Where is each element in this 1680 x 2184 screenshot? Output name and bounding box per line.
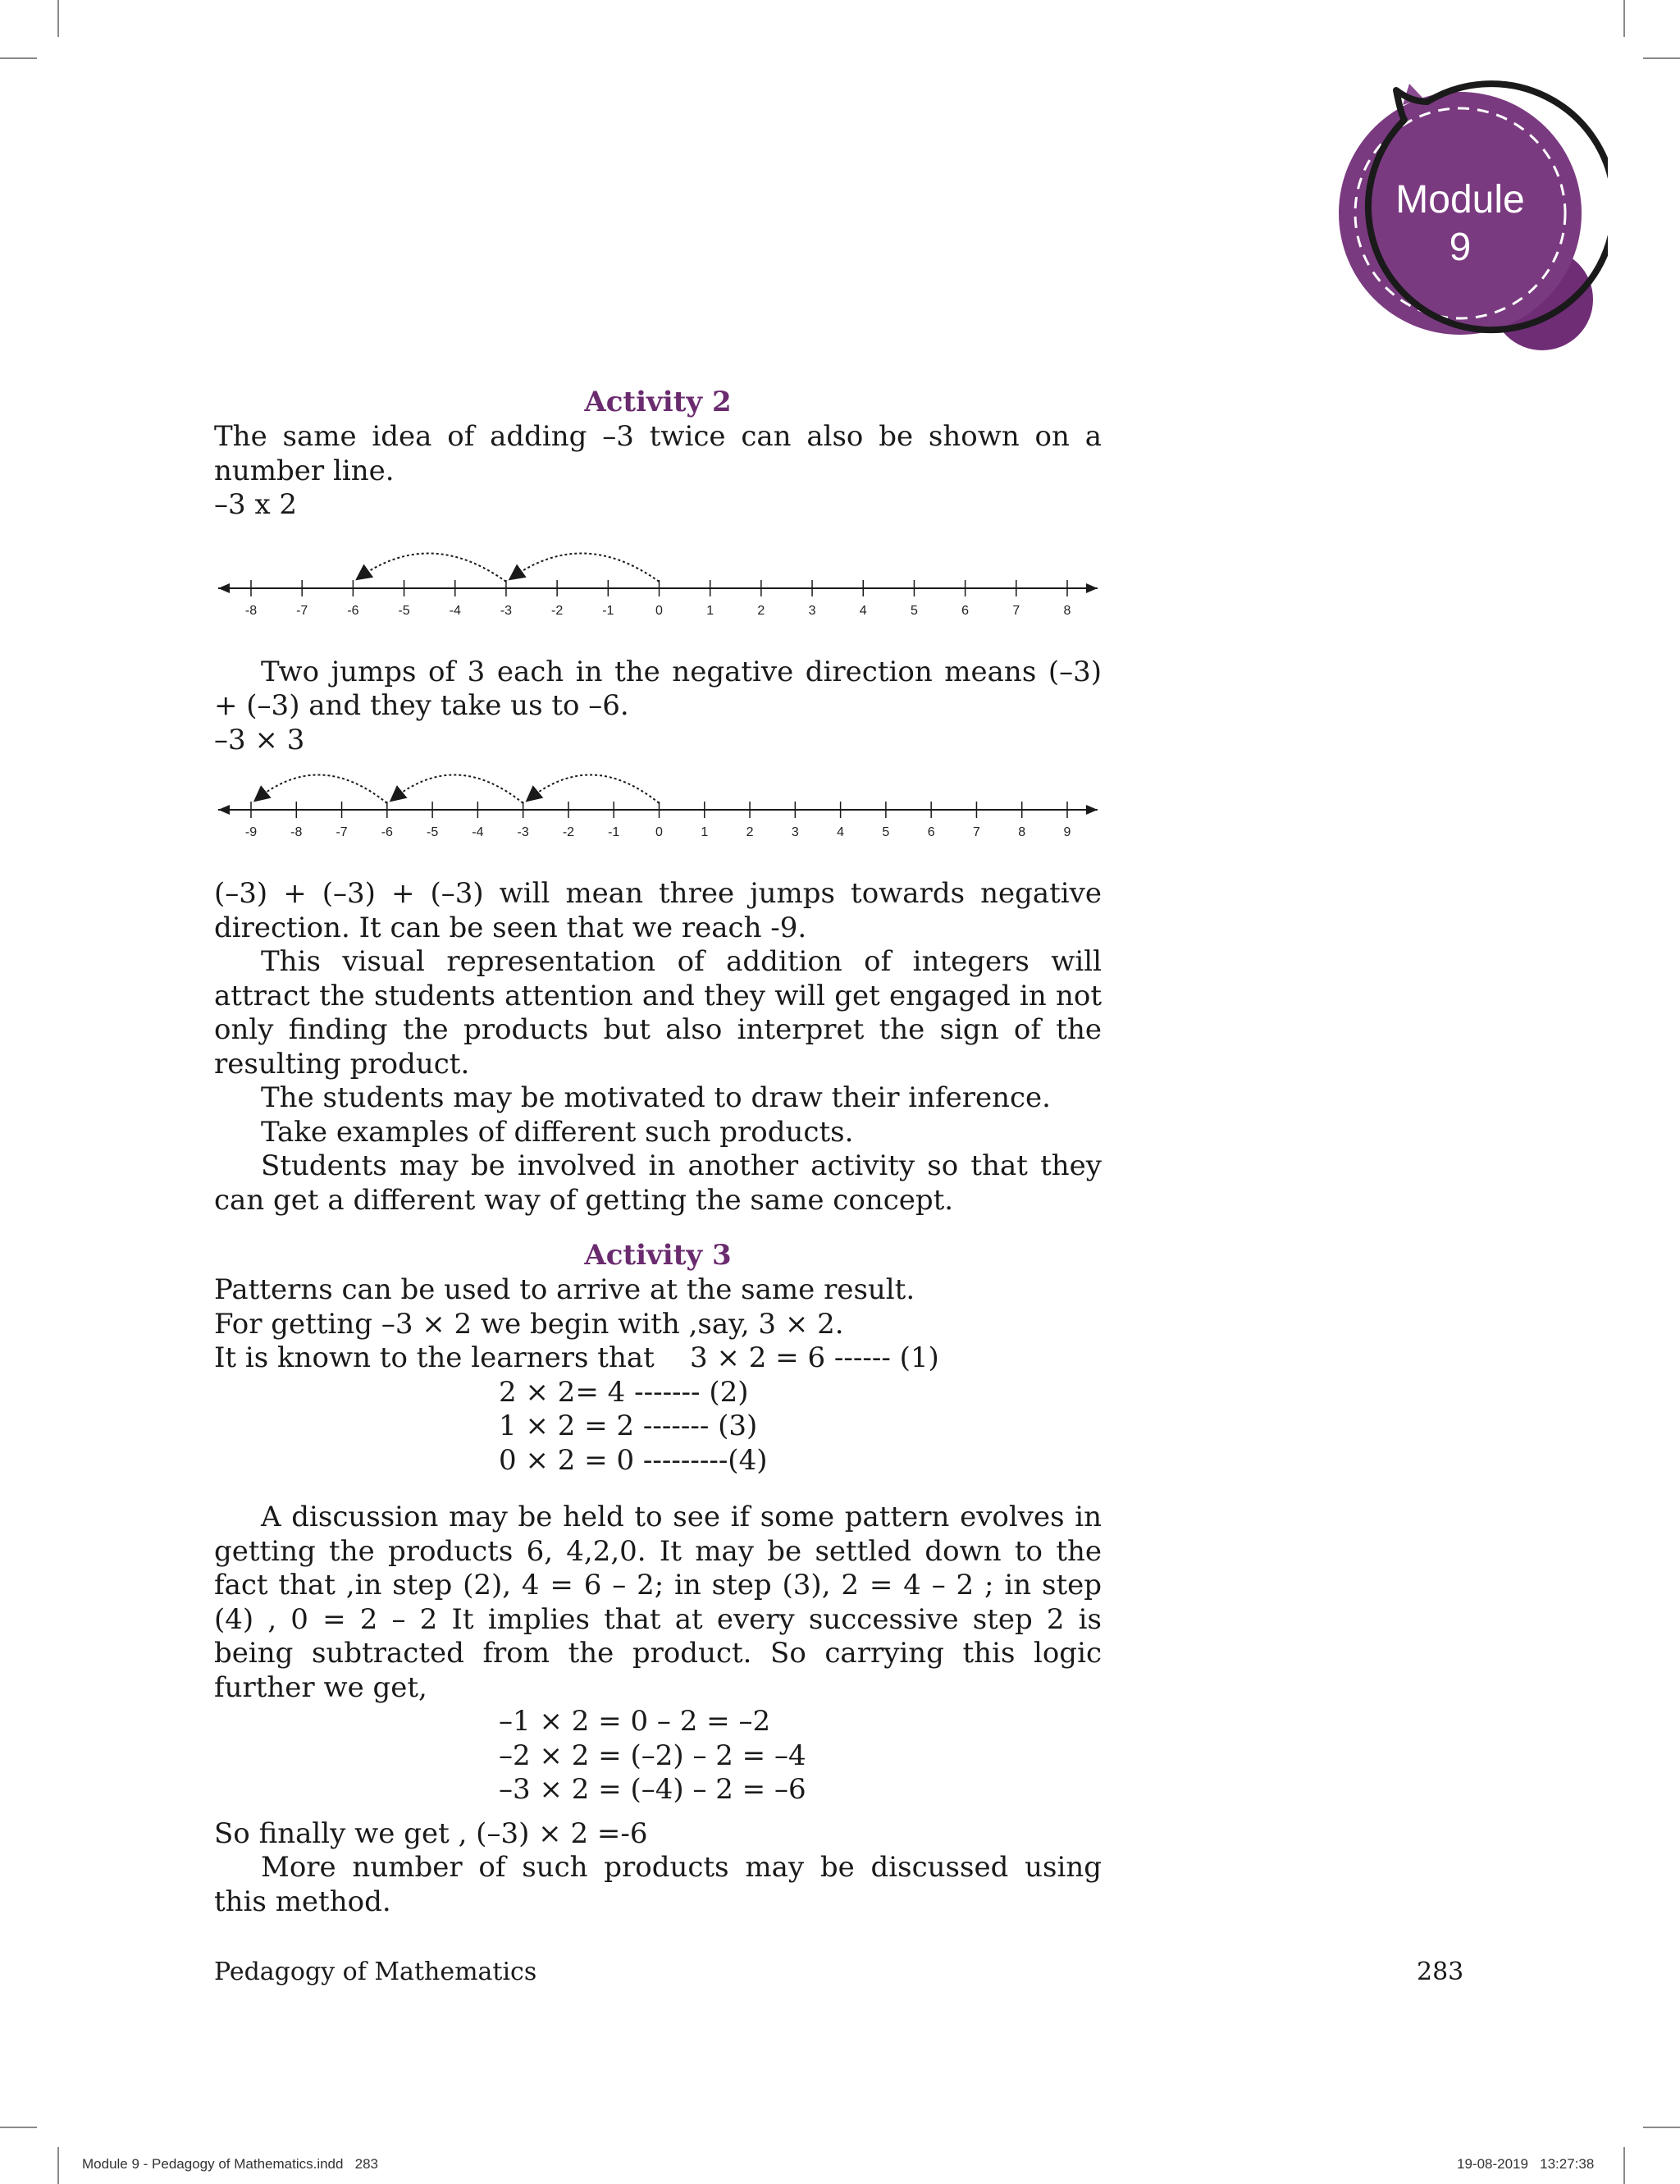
number-line-tick-label: -7 — [336, 825, 348, 839]
number-line-tick — [757, 580, 765, 618]
expression-minus3-x-2: –3 x 2 — [214, 488, 298, 521]
number-line-tick — [701, 802, 708, 839]
footer-book-title: Pedagogy of Mathematics — [214, 1958, 537, 1986]
number-line-tick — [347, 580, 358, 618]
number-line-tick-label: 8 — [1063, 603, 1071, 618]
number-line-tick-label: 0 — [655, 603, 663, 618]
number-line-tick — [563, 802, 574, 839]
paragraph-closing: More number of such products may be discussed using this method. — [214, 1851, 1102, 1918]
number-line-tick-label: -2 — [551, 603, 564, 618]
number-line-1 — [214, 547, 1102, 621]
number-line-tick-label: -4 — [472, 825, 484, 839]
slug-datetime: 19-08-2019 13:27:38 — [1457, 2156, 1595, 2172]
footer-page-number: 283 — [1417, 1958, 1464, 1986]
page-content — [214, 384, 1102, 1919]
activity-3-line-getting: For getting –3 × 2 we begin with ,say, 3 × 2. — [214, 1307, 844, 1341]
number-line-tick — [1012, 580, 1020, 618]
number-line-tick-label: -3 — [517, 825, 529, 839]
number-line-tick-label: 2 — [757, 603, 765, 618]
crop-mark — [1643, 2127, 1680, 2128]
number-line-tick — [472, 802, 483, 839]
number-line-tick — [245, 580, 257, 618]
equation-minus1: –1 × 2 = 0 – 2 = –2 — [499, 1705, 771, 1738]
number-line-tick — [602, 580, 614, 618]
number-line-tick — [961, 580, 969, 618]
number-line-tick-label: 6 — [927, 825, 935, 839]
number-line-tick — [518, 802, 529, 839]
crop-mark — [0, 57, 37, 59]
number-line-tick — [882, 802, 889, 839]
expression-minus3-x-3: –3 × 3 — [214, 723, 305, 756]
slug-file-name: Module 9 - Pedagogy of Mathematics.indd 283 — [82, 2156, 378, 2172]
number-line-jump-arc — [528, 774, 660, 803]
number-line-tick-label: -1 — [602, 603, 614, 618]
number-line-tick — [398, 580, 409, 618]
number-line-jump-arc — [358, 553, 506, 582]
number-line-tick — [290, 802, 302, 839]
number-line-jump-arc — [256, 774, 387, 803]
number-line-tick-label: 1 — [701, 825, 709, 839]
number-line-tick — [973, 802, 980, 839]
number-line-tick — [837, 802, 844, 839]
crop-mark — [0, 2127, 37, 2128]
number-line-tick-label: -3 — [500, 603, 513, 618]
number-line-jump-arc — [511, 553, 660, 582]
number-line-tick — [746, 802, 754, 839]
number-line-tick-label: 1 — [706, 603, 714, 618]
number-line-tick — [809, 580, 816, 618]
paragraph-motivation: The students may be motivated to draw their inference. — [261, 1081, 1051, 1114]
module-badge-word: Module — [1395, 178, 1525, 222]
number-line-tick-label: 4 — [837, 825, 845, 839]
axis-arrow-right-icon — [1086, 583, 1098, 593]
paragraph-discussion: A discussion may be held to see if some pattern evolves in getting the products 6, 4,2,0. It may be settled down to the fact that ,in step (2), 4 = 6 – 2; in step (3), 2 = 4 – 2 ; in step (4) , 0 = 2 – 2 It implies that at every successive step 2 is being subtracted from the product. So carrying this logic further we get, — [214, 1501, 1102, 1704]
equation-minus3: –3 × 2 = (–4) – 2 = –6 — [499, 1773, 806, 1806]
number-line-tick-label: 5 — [882, 825, 890, 839]
equation-step-2: 2 × 2= 4 ------- (2) — [499, 1375, 749, 1409]
number-line-tick — [1064, 802, 1071, 839]
final-result: So finally we get , (–3) × 2 =-6 — [214, 1816, 648, 1850]
crop-mark — [1623, 2147, 1625, 2184]
crop-mark — [1643, 57, 1680, 59]
number-line-tick — [500, 580, 512, 618]
number-line-tick-label: 8 — [1018, 825, 1026, 839]
number-line-tick — [381, 802, 393, 839]
equation-step-3: 1 × 2 = 2 ------- (3) — [499, 1410, 758, 1442]
number-line-tick-label: 3 — [791, 825, 799, 839]
number-line-tick — [427, 802, 438, 839]
axis-arrow-left-icon — [218, 583, 230, 593]
number-line-tick-label: -9 — [244, 825, 258, 839]
number-line-jump-arc — [392, 774, 523, 803]
number-line-tick — [792, 802, 799, 839]
number-line-2 — [214, 769, 1102, 843]
paragraph-examples: Take examples of different such products. — [261, 1115, 854, 1149]
number-line-tick-label: 3 — [808, 603, 816, 618]
activity-2-intro: The same idea of adding –3 twice can also be shown on a number line. — [214, 420, 1102, 487]
number-line-tick-label: -8 — [244, 603, 258, 618]
number-line-tick — [296, 580, 308, 618]
number-line-tick-label: -6 — [347, 603, 359, 618]
activity-3-line-patterns: Patterns can be used to arrive at the same result. — [214, 1273, 915, 1306]
number-line-tick — [911, 580, 918, 618]
paragraph-visual-representation: This visual representation of addition of integers will attract the students attention and they will get engaged in not only finding the products but also interpret the sign of the resulting product. — [214, 945, 1102, 1081]
number-line-tick-label: 6 — [961, 603, 970, 618]
number-line-tick-label: -5 — [398, 603, 410, 618]
module-badge-number: 9 — [1449, 226, 1472, 269]
equation-step-4: 0 × 2 = 0 ---------(4) — [499, 1443, 768, 1477]
number-line-tick-label: -4 — [449, 603, 461, 618]
number-line-tick-label: 4 — [859, 603, 867, 618]
explanation-two-jumps: Two jumps of 3 each in the negative direction means (–3) + (–3) and they take us to –6. — [214, 655, 1102, 722]
number-line-tick — [860, 580, 867, 618]
crop-mark — [57, 0, 59, 37]
number-line-tick-label: 0 — [655, 825, 663, 839]
number-line-tick-label: -6 — [381, 825, 393, 839]
equation-minus2: –2 × 2 = (–2) – 2 = –4 — [499, 1739, 806, 1772]
number-line-tick — [928, 802, 935, 839]
number-line-tick-label: 7 — [972, 825, 980, 839]
number-line-tick-label: 2 — [746, 825, 754, 839]
number-line-tick-label: 9 — [1063, 825, 1071, 839]
number-line-tick-label: -2 — [562, 825, 575, 839]
number-line-tick-label: 7 — [1012, 603, 1020, 618]
activity-3-heading: Activity 3 — [584, 1239, 732, 1272]
activity-3-line-known: It is known to the learners that 3 × 2 = 6 ------ (1) — [214, 1341, 939, 1374]
number-line-tick — [1018, 802, 1025, 839]
number-line-tick — [551, 580, 563, 618]
number-line-tick — [336, 802, 347, 839]
number-line-tick — [706, 580, 714, 618]
number-line-tick — [655, 580, 663, 618]
module-badge-label — [1354, 176, 1567, 272]
number-line-tick — [608, 802, 619, 839]
crop-mark — [1623, 0, 1625, 37]
activity-2-heading: Activity 2 — [584, 386, 732, 418]
axis-arrow-right-icon — [1086, 805, 1098, 815]
number-line-tick — [245, 802, 257, 839]
axis-arrow-left-icon — [218, 805, 230, 815]
number-line-tick-label: -8 — [290, 825, 303, 839]
number-line-tick-label: 5 — [910, 603, 918, 618]
crop-mark — [57, 2147, 59, 2184]
number-line-tick — [450, 580, 461, 618]
number-line-tick — [1064, 580, 1071, 618]
number-line-tick-label: -5 — [426, 825, 439, 839]
explanation-three-jumps: (–3) + (–3) + (–3) will mean three jumps towards negative direction. It can be seen that we reach -9. — [214, 877, 1102, 944]
number-line-tick — [655, 802, 663, 839]
number-line-tick-label: -1 — [608, 825, 620, 839]
paragraph-another-activity: Students may be involved in another activity so that they can get a different way of getting the same concept. — [214, 1149, 1102, 1217]
number-line-tick-label: -7 — [296, 603, 308, 618]
